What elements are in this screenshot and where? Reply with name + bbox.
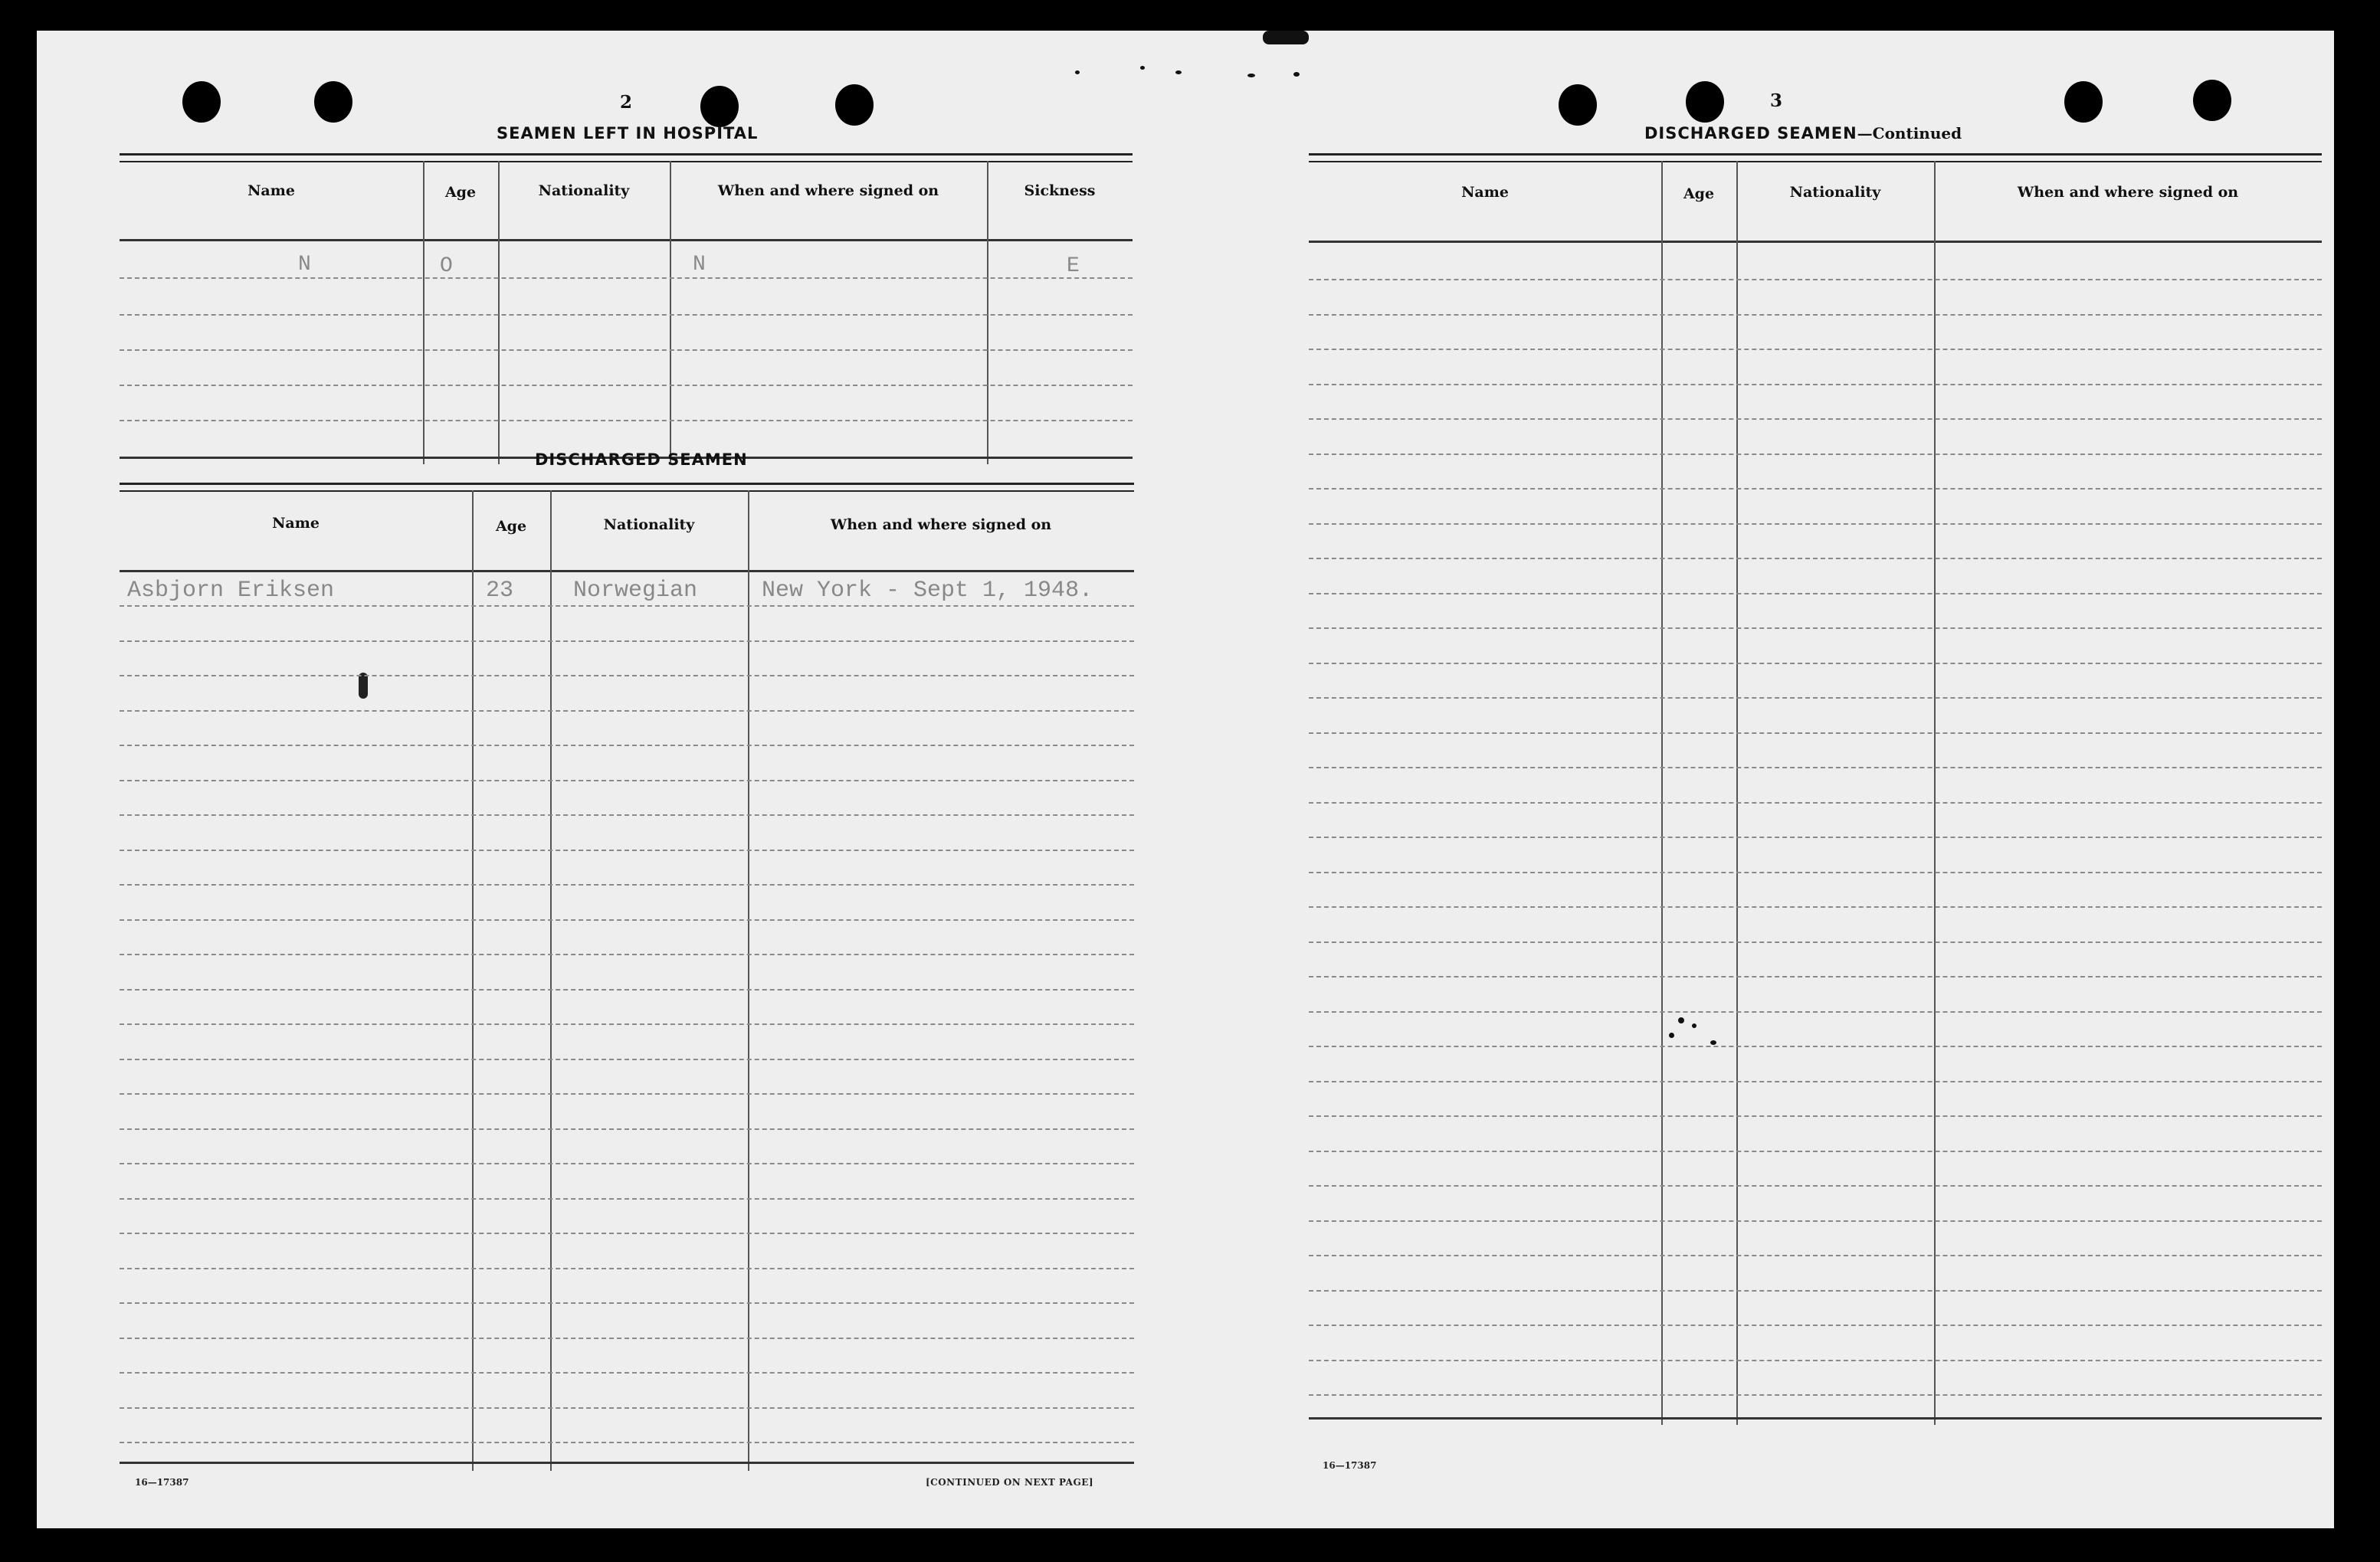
hospital-section-title: SEAMEN LEFT IN HOSPITAL (497, 124, 759, 142)
ruled-row-line (120, 1163, 1134, 1164)
ruled-row-line (120, 1198, 1134, 1200)
ruled-row-line (1309, 1325, 2322, 1326)
ruled-row-line (1309, 349, 2322, 350)
hospital-row-sickness: E (1067, 254, 1080, 278)
pen-mark (359, 673, 368, 699)
title-main: DISCHARGED SEAMEN (1644, 124, 1857, 142)
ruled-row-line (120, 1338, 1134, 1339)
ruled-row-line (1309, 418, 2322, 420)
ruled-row-line (120, 745, 1134, 746)
hospital-table (120, 153, 1133, 464)
ruled-row-line (1309, 697, 2322, 699)
form-code: 16—17387 (1323, 1460, 1377, 1471)
ruled-row-line (120, 780, 1134, 781)
ruled-row-line (1309, 837, 2322, 838)
hospital-row-nationality: N (693, 253, 706, 277)
ruled-row-line (1309, 976, 2322, 977)
continued-note: [CONTINUED ON NEXT PAGE] (926, 1477, 1094, 1488)
page-number: 2 (620, 92, 633, 113)
ruled-row-line (120, 675, 1134, 676)
ruled-row-line (120, 919, 1134, 921)
column-header-signed-on: When and where signed on (830, 516, 1052, 533)
ruled-row-line (1309, 1220, 2322, 1222)
ruled-row-line (1309, 1046, 2322, 1047)
discharged-row-nationality: Norwegian (573, 578, 698, 604)
ruled-row-line (1309, 593, 2322, 594)
ruled-row-line (1309, 1185, 2322, 1187)
ruled-row-line (120, 884, 1134, 886)
column-header-age: Age (495, 518, 527, 535)
ruled-row-line (1309, 1151, 2322, 1152)
ruled-row-line (1309, 523, 2322, 525)
ink-speck (1678, 1017, 1684, 1023)
title-suffix: —Continued (1857, 124, 1962, 142)
ruled-row-line (1309, 627, 2322, 629)
column-header-name: Name (272, 515, 320, 532)
ink-speck (1710, 1040, 1716, 1045)
ruled-row-line (1309, 767, 2322, 768)
ink-speck (1692, 1023, 1696, 1028)
column-header-name: Name (1461, 184, 1509, 201)
column-header-age: Age (444, 184, 477, 201)
ink-speck (1175, 70, 1182, 74)
discharged-row-age: 23 (486, 578, 514, 604)
ruled-row-line (1309, 314, 2322, 316)
form-sheet (37, 31, 2334, 1528)
discharged-row-name: Asbjorn Eriksen (127, 578, 335, 604)
ruled-row-line (120, 814, 1134, 816)
ruled-row-line (120, 1233, 1134, 1234)
column-header-name: Name (248, 182, 295, 199)
ruled-row-line (1309, 488, 2322, 490)
ruled-row-line (1309, 872, 2322, 873)
column-header-sickness: Sickness (1024, 182, 1096, 199)
right-page (1186, 31, 2334, 1528)
ruled-row-line (1309, 1394, 2322, 1396)
discharged-continued-table (1309, 153, 2322, 1469)
ruled-row-line (120, 850, 1134, 851)
ruled-row-line (1309, 941, 2322, 943)
ruled-row-line (120, 1128, 1134, 1130)
ruled-row-line (120, 954, 1134, 955)
form-code: 16—17387 (135, 1477, 189, 1488)
ruled-row-line (1309, 1290, 2322, 1292)
ink-speck (1669, 1033, 1674, 1038)
column-header-nationality: Nationality (603, 516, 695, 533)
discharged-section-title: DISCHARGED SEAMEN (535, 450, 748, 469)
ruled-row-line (1309, 663, 2322, 664)
column-header-signed-on: When and where signed on (717, 182, 939, 199)
ruled-row-line (120, 710, 1134, 712)
ruled-row-line (1309, 279, 2322, 280)
ruled-row-line (1309, 906, 2322, 908)
ruled-row-line (1309, 558, 2322, 559)
ruled-row-line (1309, 732, 2322, 734)
discharged-table (120, 483, 1134, 1471)
column-header-signed-on: When and where signed on (2017, 184, 2239, 201)
ruled-row-line (1309, 384, 2322, 385)
ruled-row-line (1309, 1011, 2322, 1013)
ruled-row-line (120, 1023, 1134, 1025)
ruled-row-line (1309, 1115, 2322, 1117)
column-header-nationality: Nationality (538, 182, 630, 199)
column-header-nationality: Nationality (1789, 184, 1881, 201)
ruled-row-line (120, 1059, 1134, 1060)
ruled-row-line (1309, 454, 2322, 455)
ruled-row-line (1309, 1081, 2322, 1082)
discharged-continued-title (1644, 124, 1962, 142)
ruled-row-line (120, 1372, 1134, 1374)
left-page (37, 31, 1163, 1528)
ruled-row-line (1309, 1255, 2322, 1256)
ruled-row-line (120, 1407, 1134, 1409)
column-header-age: Age (1683, 185, 1715, 202)
ruled-row-line (120, 1442, 1134, 1443)
page-number: 3 (1770, 90, 1783, 111)
ruled-row-line (120, 989, 1134, 991)
ruled-row-line (120, 605, 1134, 607)
discharged-row-signed-on: New York - Sept 1, 1948. (762, 578, 1093, 604)
ruled-row-line (1309, 802, 2322, 804)
hospital-row-name: N (298, 253, 311, 277)
ruled-row-line (1309, 1360, 2322, 1361)
ruled-row-line (120, 1268, 1134, 1269)
ruled-row-line (120, 640, 1134, 642)
hospital-row-age: O (440, 254, 453, 278)
ruled-row-line (120, 1302, 1134, 1304)
ruled-row-line (120, 1093, 1134, 1095)
